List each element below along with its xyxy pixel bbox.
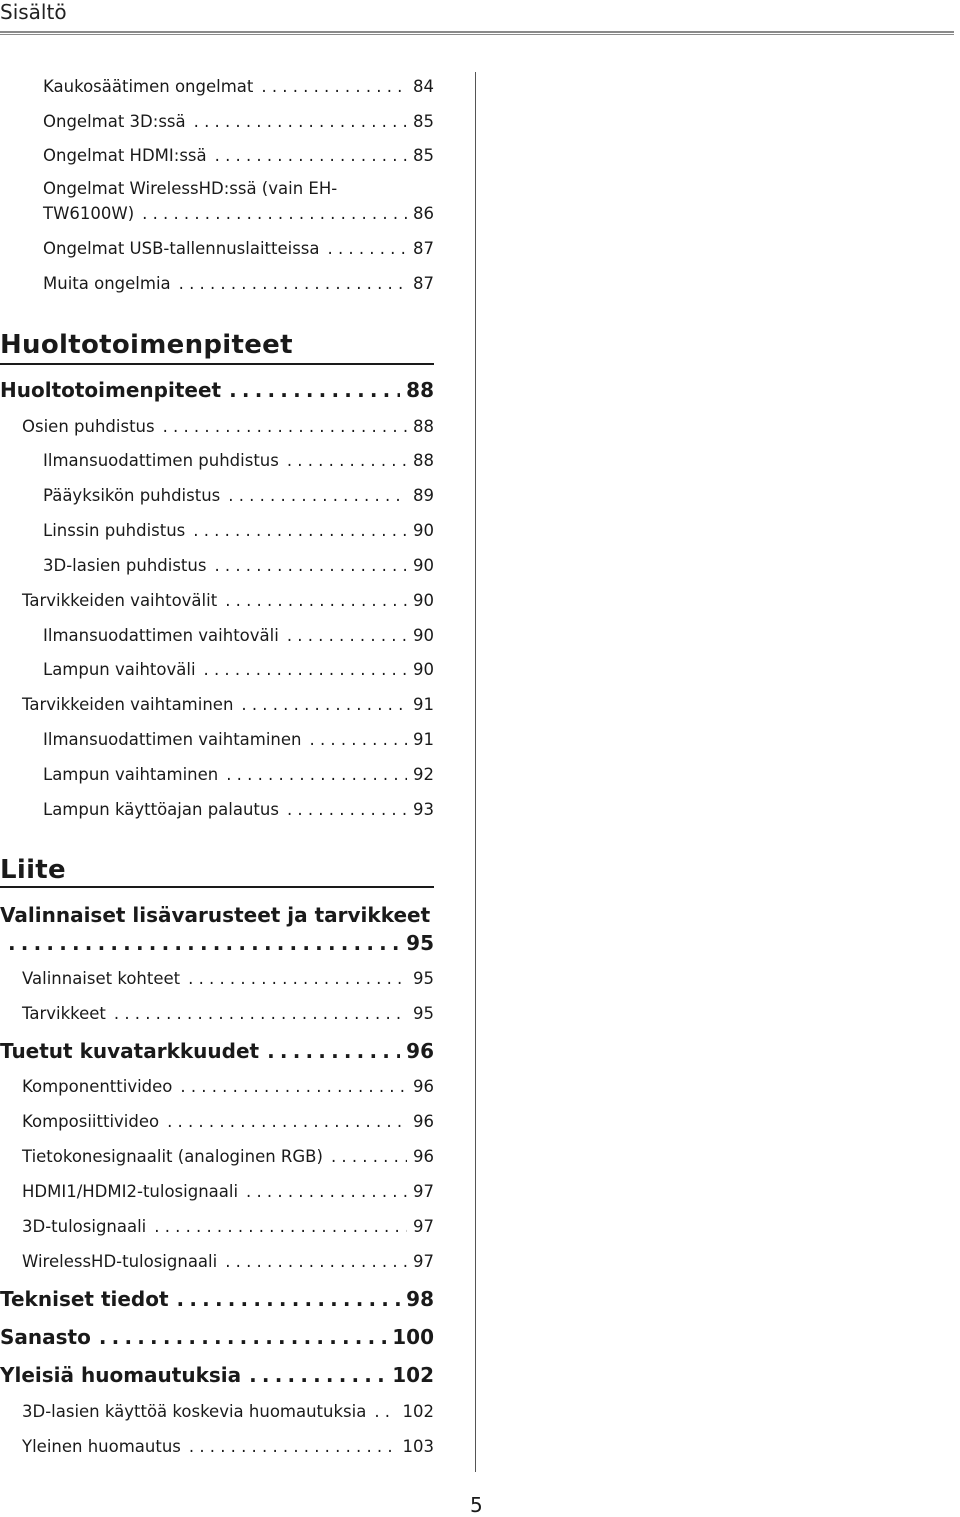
toc-leader-dots [215,146,407,166]
toc-leader-dots [154,1217,407,1237]
toc-entry-label: Komposiittivideo [22,1112,160,1131]
toc-entry-label: Ilmansuodattimen puhdistus [43,451,279,470]
toc-entry[interactable] [22,417,434,437]
toc-entry[interactable] [43,451,434,471]
toc-entry[interactable] [22,591,434,611]
toc-entry[interactable] [0,380,434,400]
column-divider [475,72,476,1472]
toc-entry-label: HDMI1/HDMI2-tulosignaali [22,1182,239,1201]
toc-leader-dots [374,1402,396,1422]
toc-entry[interactable] [22,1402,434,1422]
toc-entry-page: 95 [413,969,434,988]
toc-leader-dots [204,660,407,680]
header-rule [0,31,954,35]
toc-entry[interactable] [43,730,434,750]
toc-entry-label: Linssin puhdistus [43,521,186,540]
toc-entry-page: 90 [413,556,434,575]
toc-entry-page: 96 [413,1147,434,1166]
toc-entry-page: 95 [413,1004,434,1023]
toc-entry-label: Lampun vaihtaminen [43,765,219,784]
toc-entry-page: 88 [413,451,434,470]
toc-leader-dots [229,380,400,400]
toc-leader-dots [189,1437,397,1457]
toc-entry[interactable] [43,486,434,506]
toc-entry[interactable] [22,1147,434,1167]
toc-entry-page: 96 [406,1039,434,1063]
toc-entry-label: Ilmansuodattimen vaihtaminen [43,730,302,749]
toc-entry-label: Tietokonesignaalit (analoginen RGB) [22,1147,323,1166]
toc-leader-dots [267,1041,400,1061]
toc-entry-page: 96 [413,1077,434,1096]
toc-leader-dots [188,969,407,989]
toc-entry-page: 103 [402,1437,434,1456]
toc-entry-label: Muita ongelmia [43,274,171,293]
toc-leader-dots [180,1077,407,1097]
toc-entry[interactable] [43,521,434,541]
toc-leader-dots [228,486,407,506]
toc-leader-dots [310,730,408,750]
toc-entry-label: WirelessHD-tulosignaali [22,1252,218,1271]
toc-entry-label: Osien puhdistus [22,417,155,436]
toc-entry[interactable] [43,274,434,294]
section-rule [0,363,434,365]
toc-leader-dots [193,521,407,541]
toc-entry[interactable] [22,1004,434,1024]
toc-entry-label: Ongelmat HDMI:ssä [43,146,207,165]
toc-leader-dots [225,591,407,611]
toc-leader-dots [167,1112,407,1132]
toc-entry-label: 3D-lasien puhdistus [43,556,207,575]
toc-leader-dots [261,77,407,97]
section-heading: Liite [0,855,66,885]
toc-leader-dots [287,800,407,820]
toc-entry[interactable] [0,1041,434,1061]
toc-entry-label: Yleisiä huomautuksia [0,1363,242,1387]
toc-entry-label: Ongelmat USB-tallennuslaitteissa [43,239,320,258]
toc-entry-label: Kaukosäätimen ongelmat [43,77,254,96]
toc-entry-page: 85 [413,146,434,165]
toc-entry-page: 92 [413,765,434,784]
toc-entry[interactable] [22,1217,434,1237]
toc-entry-page: 88 [413,417,434,436]
toc-leader-dots [114,1004,407,1024]
toc-entry-label: Tekniset tiedot [0,1287,169,1311]
toc-entry-page: 90 [413,660,434,679]
toc-entry-label: Lampun käyttöajan palautus [43,800,279,819]
toc-entry-page: 97 [413,1182,434,1201]
toc-leader-dots [287,451,407,471]
toc-entry-page: 90 [413,521,434,540]
toc-entry-page: 98 [406,1287,434,1311]
toc-entry-page: 87 [413,239,434,258]
toc-entry[interactable] [22,1252,434,1272]
toc-entry-label: Tarvikkeiden vaihtaminen [22,695,234,714]
toc-entry-page: 93 [413,800,434,819]
toc-entry[interactable] [43,77,434,97]
toc-entry[interactable] [43,626,434,646]
toc-leader-dots [226,765,407,785]
toc-entry[interactable] [43,239,434,259]
toc-leader-dots [163,417,407,437]
toc-entry-page: 97 [413,1252,434,1271]
toc-entry-page: 90 [413,626,434,645]
toc-entry-page: 102 [392,1363,434,1387]
toc-leader-dots [214,556,407,576]
toc-entry-label: Ilmansuodattimen vaihtoväli [43,626,279,645]
toc-leader-dots [331,1147,407,1167]
toc-leader-dots [8,933,400,953]
page-number: 5 [470,1493,483,1517]
toc-entry[interactable] [43,204,434,224]
toc-leader-dots [99,1327,386,1347]
toc-entry-label: Tuetut kuvatarkkuudet [0,1039,260,1063]
toc-entry[interactable] [43,556,434,576]
toc-leader-dots [194,112,407,132]
toc-entry-page: 87 [413,274,434,293]
toc-entry[interactable] [43,765,434,785]
toc-entry-page: 91 [413,730,434,749]
toc-entry-label: 3D-tulosignaali [22,1217,147,1236]
toc-leader-dots [246,1182,407,1202]
toc-entry-label: Komponenttivideo [22,1077,173,1096]
toc-entry[interactable] [22,1437,434,1457]
toc-entry-page: 95 [406,931,434,955]
section-heading: Huoltotoimenpiteet [0,330,293,360]
toc-entry[interactable] [22,695,434,715]
toc-entry[interactable] [22,1112,434,1132]
toc-entry-page: 84 [413,77,434,96]
toc-entry[interactable] [22,969,434,989]
toc-leader-dots [241,695,407,715]
toc-leader-dots [225,1252,407,1272]
toc-entry[interactable] [0,933,434,953]
toc-entry-page: 85 [413,112,434,131]
toc-entry[interactable] [0,1365,434,1385]
toc-entry-page: 96 [413,1112,434,1131]
toc-entry-page: 102 [402,1402,434,1421]
toc-entry-label: TW6100W) [43,204,135,223]
toc-entry-label: Ongelmat 3D:ssä [43,112,186,131]
toc-entry-label: Tarvikkeiden vaihtovälit [22,591,218,610]
toc-leader-dots [179,274,407,294]
section-rule [0,886,434,888]
toc-entry-label: Valinnaiset kohteet [22,969,181,988]
toc-entry-page: 86 [413,204,434,223]
toc-entry-page: 97 [413,1217,434,1236]
toc-entry-label: Sanasto [0,1325,91,1349]
toc-entry[interactable] [22,1182,434,1202]
toc-entry[interactable] [0,1289,434,1309]
toc-entry-label: Lampun vaihtoväli [43,660,196,679]
toc-leader-dots [142,204,407,224]
toc-entry-page: 88 [406,378,434,402]
toc-leader-dots [177,1289,401,1309]
toc-entry-label: Huoltotoimenpiteet [0,378,222,402]
toc-entry-page: 90 [413,591,434,610]
running-header: Sisältö [0,0,67,24]
toc-entry[interactable] [0,1327,434,1347]
toc-entry[interactable] [43,660,434,680]
toc-entry-label-line: Ongelmat WirelessHD:ssä (vain EH- [43,179,338,198]
toc-leader-dots [249,1365,386,1385]
toc-entry[interactable] [43,112,434,132]
toc-entry[interactable] [22,1077,434,1097]
toc-entry-label: 3D-lasien käyttöä koskevia huomautuksia [22,1402,367,1421]
toc-leader-dots [328,239,407,259]
toc-entry-label: Yleinen huomautus [22,1437,181,1456]
toc-entry-page: 100 [392,1325,434,1349]
toc-entry-page: 91 [413,695,434,714]
toc-entry[interactable] [43,146,434,166]
toc-entry-label-line: Valinnaiset lisävarusteet ja tarvikkeet [0,903,431,927]
toc-entry[interactable] [43,800,434,820]
toc-entry-label: Tarvikkeet [22,1004,106,1023]
toc-entry-page: 89 [413,486,434,505]
toc-entry-label: Pääyksikön puhdistus [43,486,221,505]
toc-leader-dots [287,626,407,646]
